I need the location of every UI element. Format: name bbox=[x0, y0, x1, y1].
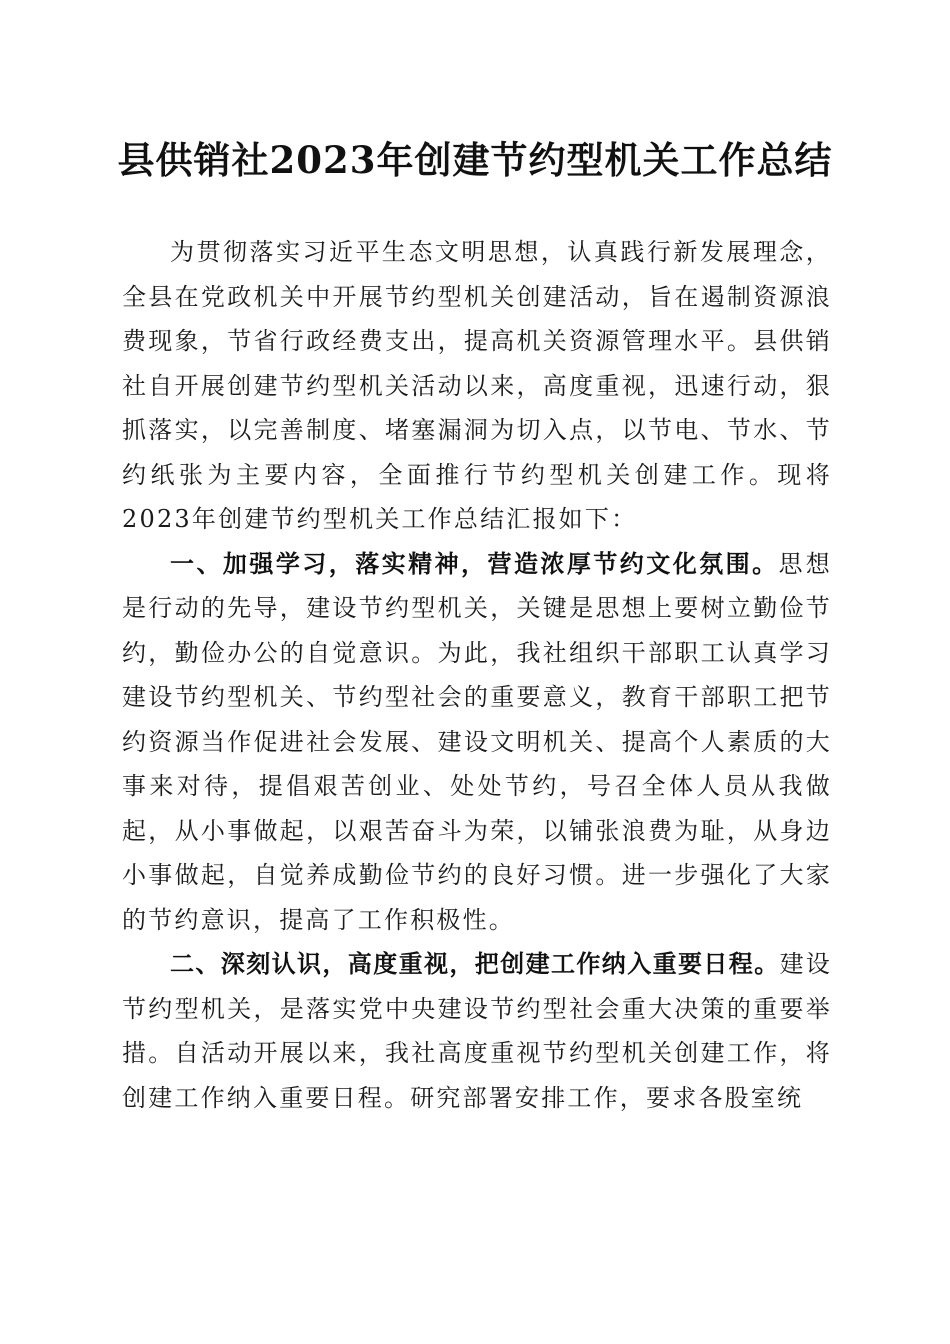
section-1-text: 思想是行动的先导，建设节约型机关，关键是思想上要树立勤俭节约，勤俭办公的自觉意识。为此，我社组织干部职工认真学习建设节约型机关、节约型社会的重要意义，教育干部职工把节约资源当作促进社会发展、建设文明机关、提高个人素质的大事来对待，提倡艰苦创业、处处节约，号召全体人员从我做起，从小事做起，以艰苦奋斗为荣，以铺张浪费为耻，从身边小事做起，自觉养成勤俭节约的良好习惯。进一步强化了大家的节约意识，提高了工作积极性。 bbox=[122, 549, 832, 934]
section-1-paragraph bbox=[122, 542, 832, 943]
section-2-paragraph bbox=[122, 942, 832, 1120]
document-body bbox=[122, 230, 832, 1120]
intro-paragraph: 为贯彻落实习近平生态文明思想，认真践行新发展理念，全县在党政机关中开展节约型机关创建活动，旨在遏制资源浪费现象，节省行政经费支出，提高机关资源管理水平。县供销社自开展创建节约型机关活动以来，高度重视，迅速行动，狠抓落实，以完善制度、堵塞漏洞为切入点，以节电、节水、节约纸张为主要内容，全面推行节约型机关创建工作。现将2023年创建节约型机关工作总结汇报如下： bbox=[122, 238, 832, 533]
document-title: 县供销社2023年创建节约型机关工作总结 bbox=[117, 138, 833, 182]
section-2-heading: 二、深刻认识，高度重视，把创建工作纳入重要日程。 bbox=[170, 950, 780, 978]
section-2-text: 建设节约型机关，是落实党中央建设节约型社会重大决策的重要举措。自活动开展以来，我社高度重视节约型机关创建工作，将创建工作纳入重要日程。研究部署安排工作，要求各股室统 bbox=[122, 950, 833, 1112]
section-1-heading: 一、加强学习，落实精神，营造浓厚节约文化氛围。 bbox=[170, 549, 779, 578]
